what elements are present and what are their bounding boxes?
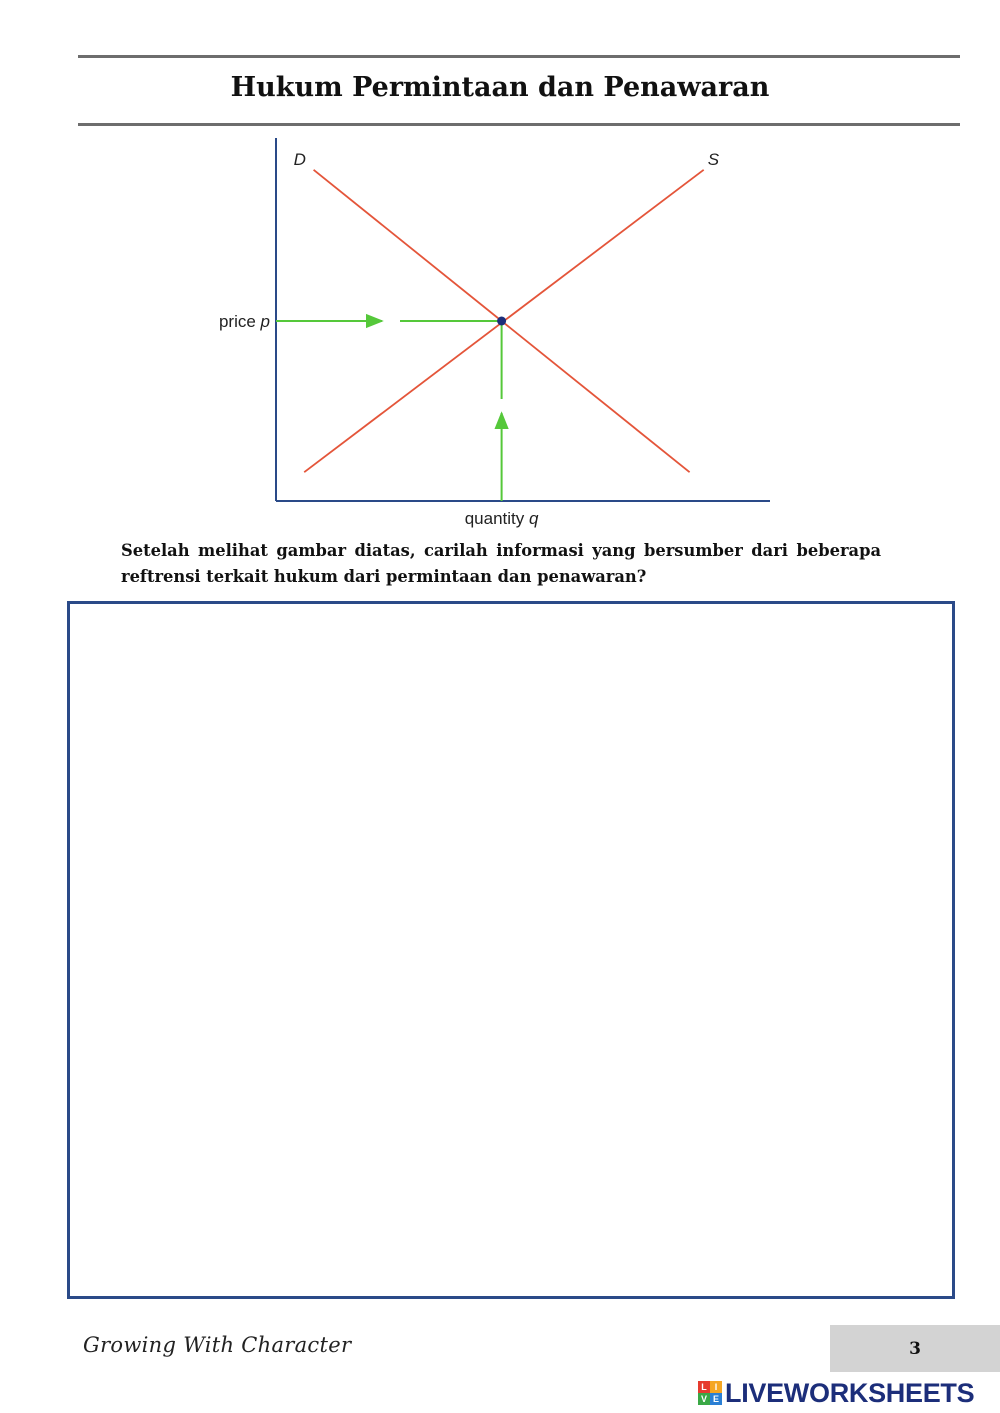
equilibrium-point (497, 317, 506, 326)
logo-letter-i: I (710, 1381, 722, 1393)
demand-label: D (293, 149, 306, 169)
title-underline (78, 123, 960, 126)
supply-label: S (707, 149, 720, 169)
liveworksheets-watermark (698, 1376, 974, 1410)
x-axis-label: quantity q (464, 509, 539, 528)
page-number-box (830, 1325, 1000, 1372)
supply-demand-chart (190, 132, 770, 532)
footer-brand: Growing With Character (83, 1333, 352, 1357)
y-axis-label: price p (218, 312, 270, 331)
top-rule (78, 55, 960, 58)
logo-letter-l: L (698, 1381, 710, 1393)
liveworksheets-text: LIVEWORKSHEETS (725, 1377, 975, 1408)
page-number: 3 (909, 1338, 921, 1359)
liveworksheets-logo (698, 1381, 722, 1405)
answer-box[interactable] (67, 601, 955, 1299)
page-title: Hukum Permintaan dan Penawaran (230, 72, 770, 103)
question-text: Setelah melihat gambar diatas, carilah informasi yang bersumber dari beberapa reftrensi terkait hukum dari permintaan dan penawaran? (121, 541, 881, 586)
logo-letter-e: E (710, 1393, 722, 1405)
logo-letter-v: V (698, 1393, 710, 1405)
